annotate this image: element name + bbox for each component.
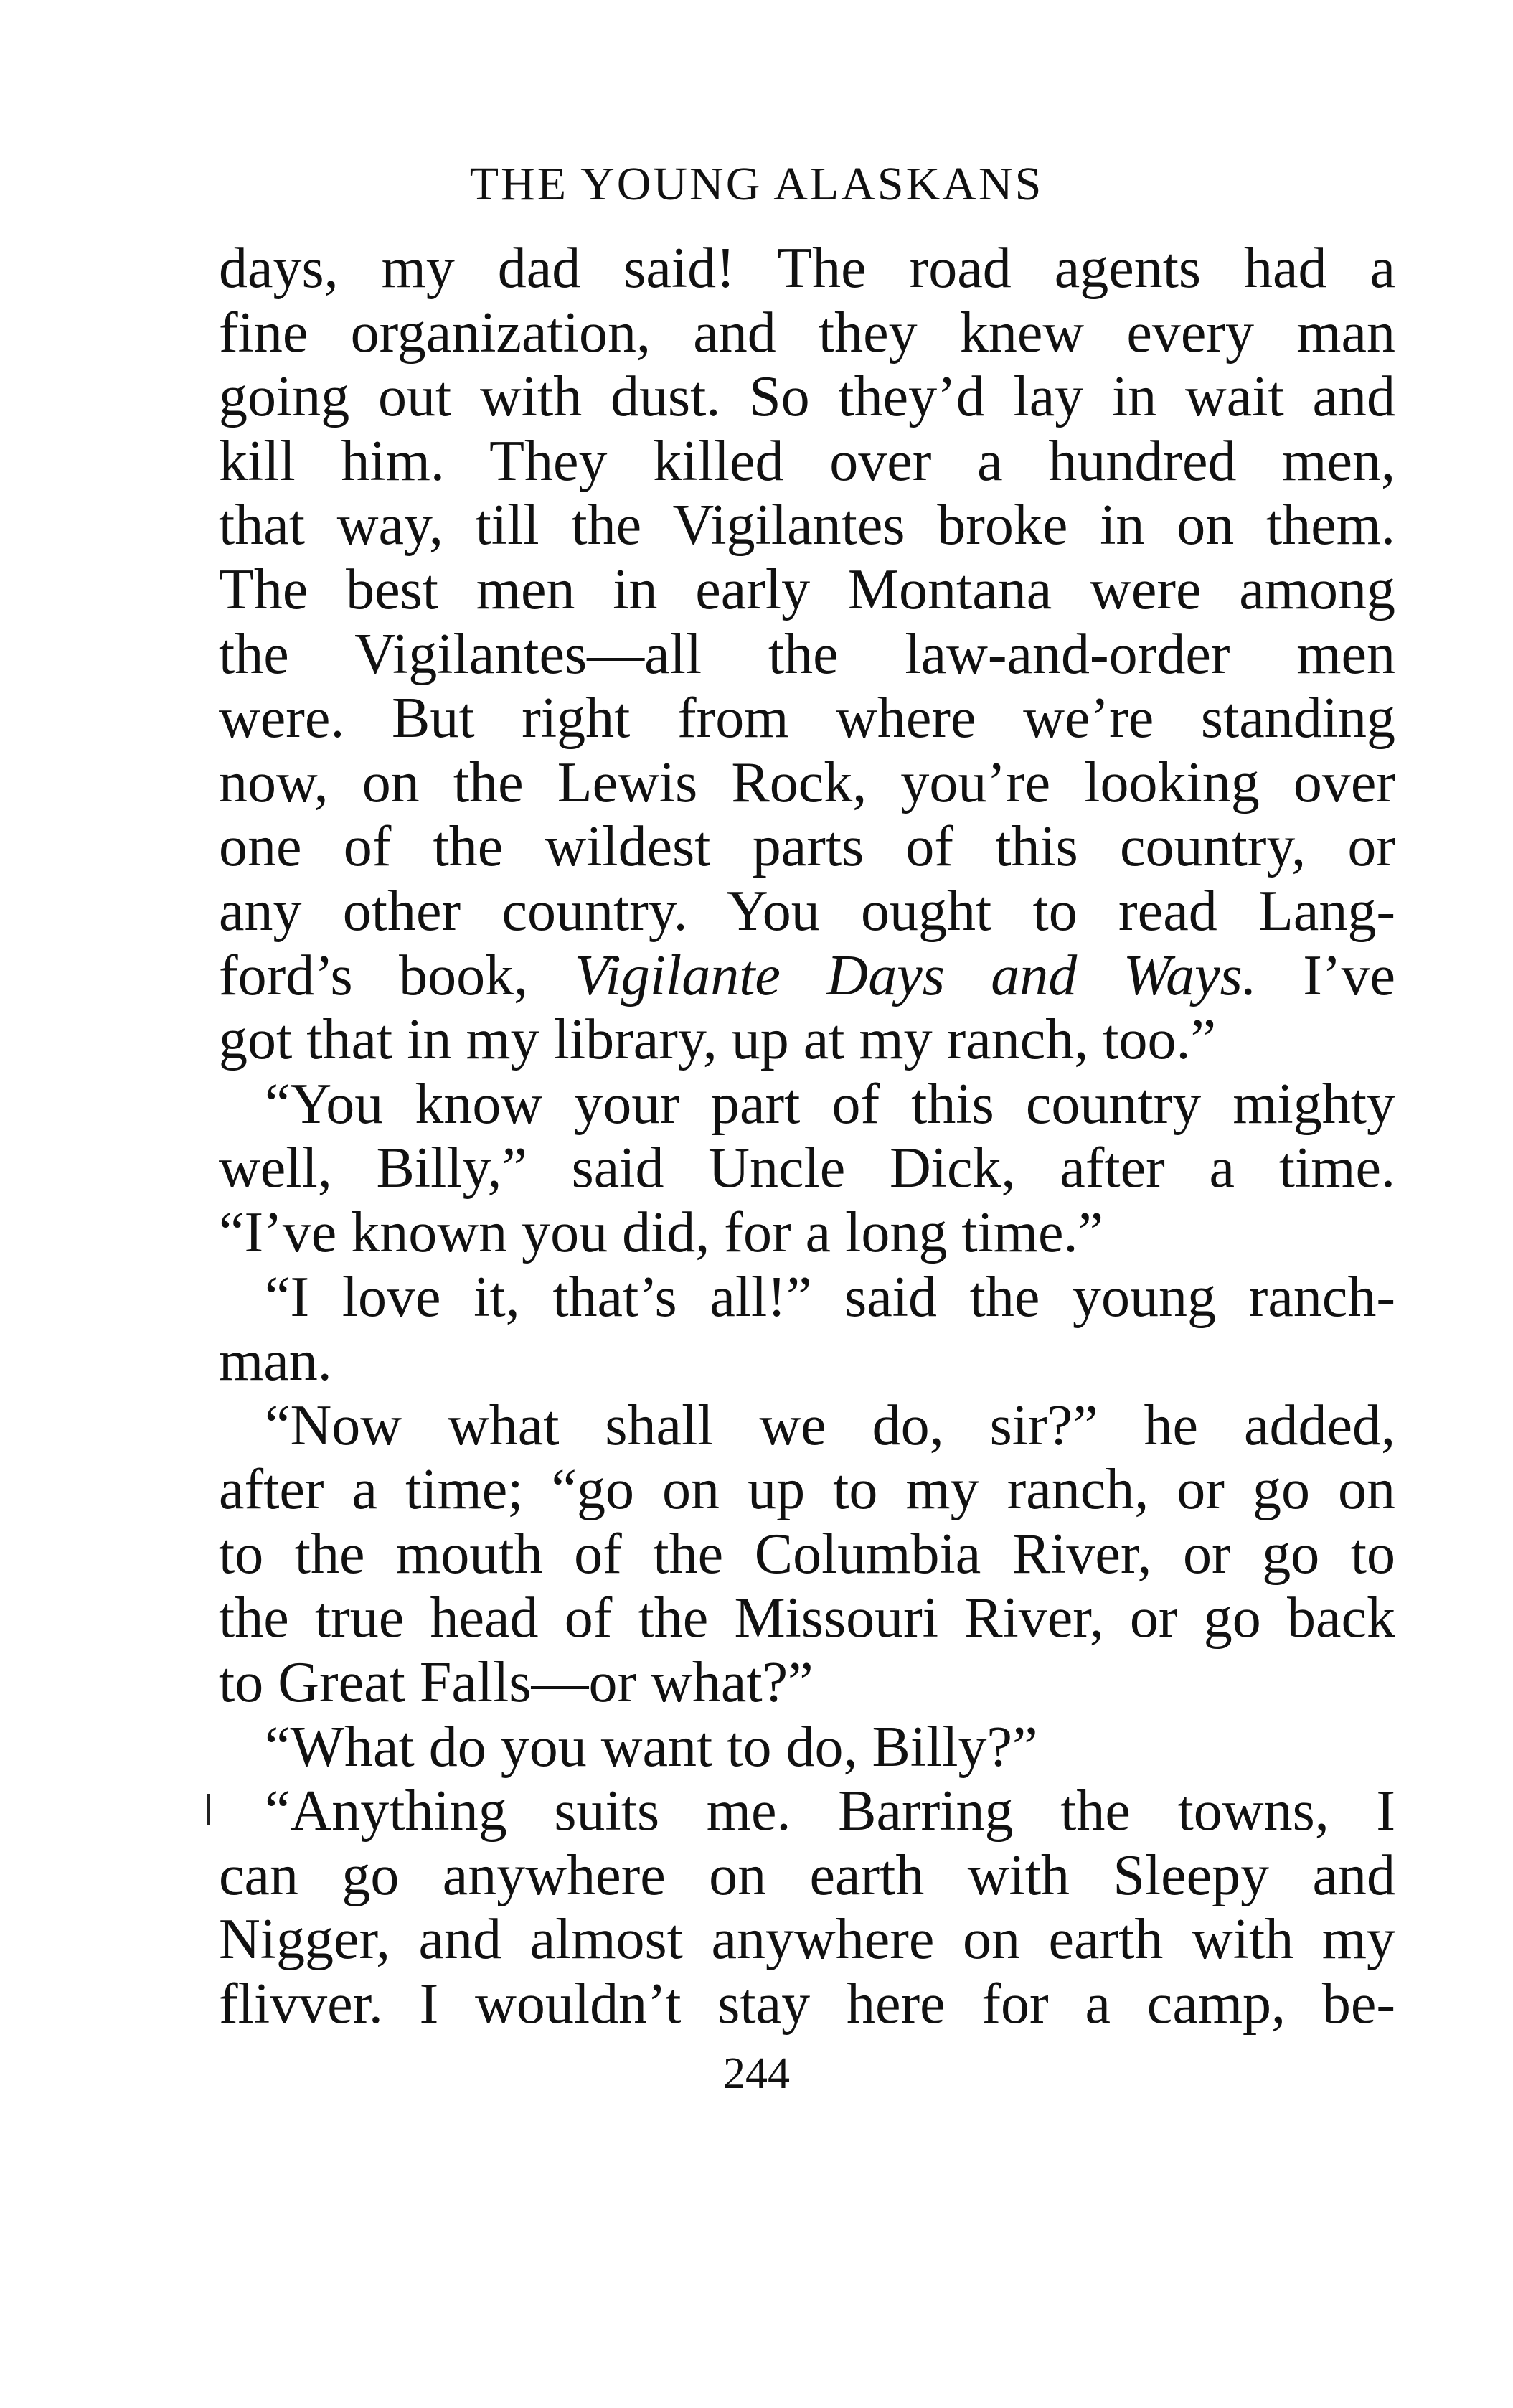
- text-line: going out with dust. So they’d lay in wait and: [219, 365, 1395, 429]
- text-segment: I’ve: [1256, 944, 1395, 1007]
- text-line: flivver. I wouldn’t stay here for a camp, be-: [219, 1972, 1395, 2036]
- text-line: “What do you want to do, Billy?”: [265, 1715, 1038, 1779]
- text-line: to Great Falls—or what?”: [219, 1651, 814, 1715]
- text-line: to the mouth of the Columbia River, or go to: [219, 1522, 1395, 1586]
- text-line: that way, till the Vigilantes broke in on them.: [219, 494, 1395, 558]
- text-line: “Now what shall we do, sir?” he added,: [265, 1393, 1395, 1457]
- book-title: Vigilante Days and Ways.: [574, 944, 1257, 1007]
- text-line: kill him. They killed over a hundred men,: [219, 429, 1395, 493]
- text-line: got that in my library, up at my ranch, too.”: [219, 1008, 1217, 1072]
- body-text: [219, 237, 1395, 2037]
- text-line: now, on the Lewis Rock, you’re looking over: [219, 751, 1395, 814]
- text-line: well, Billy,” said Uncle Dick, after a time.: [219, 1137, 1395, 1200]
- text-line: the true head of the Missouri River, or go back: [219, 1586, 1395, 1650]
- text-line: one of the wildest parts of this country, or: [219, 815, 1395, 879]
- text-line-with-book-title: [219, 944, 1395, 1009]
- text-segment: ford’s book,: [219, 944, 575, 1007]
- text-line: “I love it, that’s all!” said the young ranch-: [265, 1265, 1395, 1329]
- text-line: The best men in early Montana were among: [219, 558, 1395, 621]
- text-line: the Vigilantes—all the law-and-order men: [219, 622, 1395, 686]
- text-line: “You know your part of this country mighty: [265, 1072, 1395, 1136]
- margin-mark: [207, 1794, 210, 1825]
- text-line: were. But right from where we’re standing: [219, 687, 1395, 751]
- text-line: days, my dad said! The road agents had a: [219, 237, 1395, 300]
- page-number: 244: [723, 2049, 790, 2098]
- text-line: Nigger, and almost anywhere on earth with my: [219, 1908, 1395, 1972]
- text-line: fine organization, and they knew every man: [219, 301, 1395, 365]
- text-line: after a time; “go on up to my ranch, or go on: [219, 1458, 1395, 1522]
- text-line: can go anywhere on earth with Sleepy and: [219, 1843, 1395, 1907]
- text-line: man.: [219, 1330, 332, 1393]
- text-line: “Anything suits me. Barring the towns, I: [265, 1779, 1395, 1843]
- text-line: any other country. You ought to read Lang-: [219, 879, 1395, 943]
- text-line: “I’ve known you did, for a long time.”: [219, 1200, 1104, 1264]
- running-head: THE YOUNG ALASKANS: [469, 158, 1044, 210]
